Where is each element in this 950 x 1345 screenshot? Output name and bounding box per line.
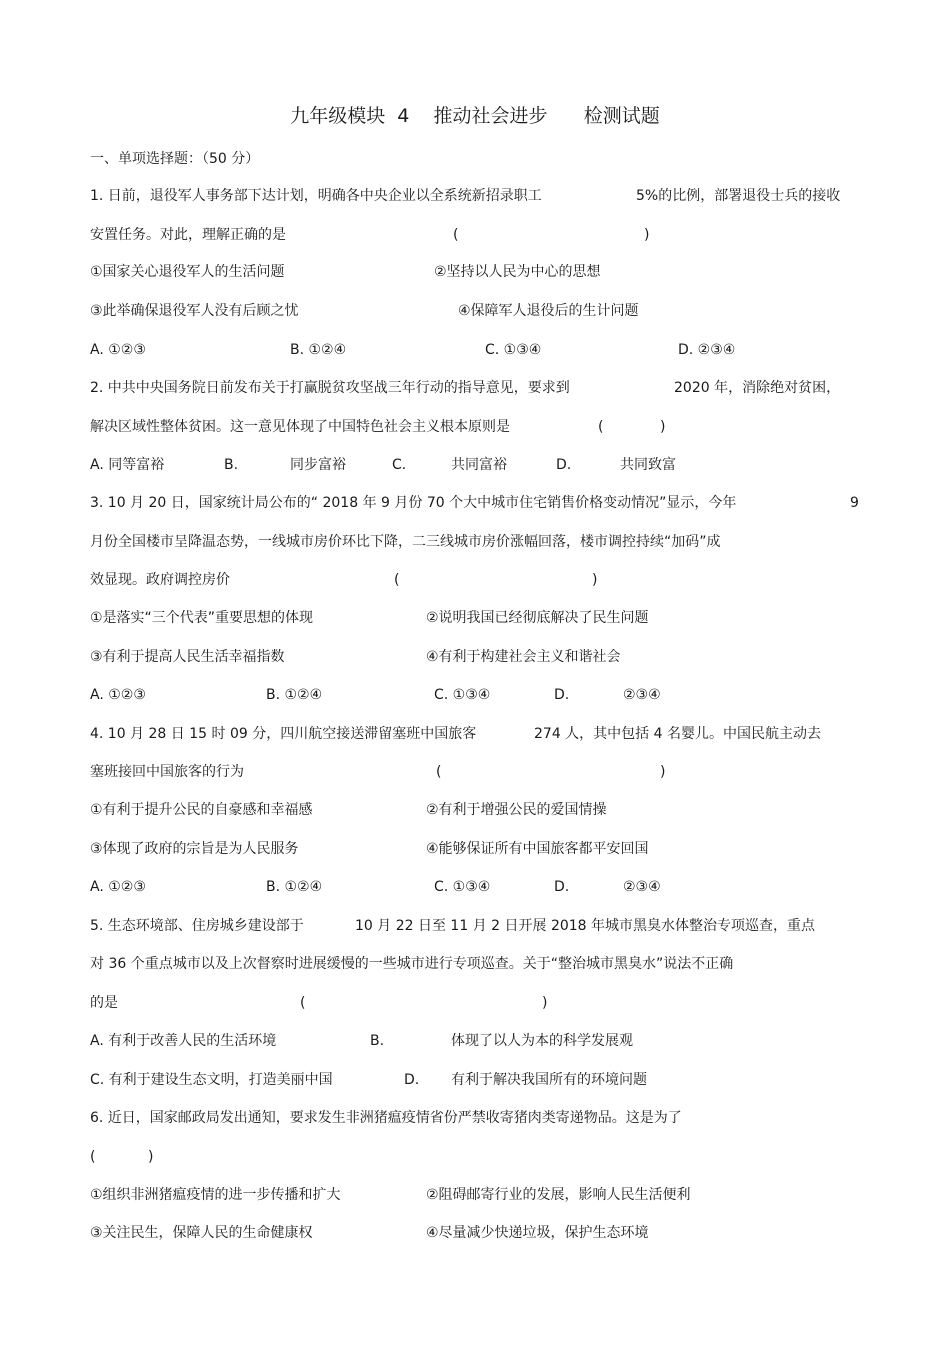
q1-choice-a: A. ①②③ <box>90 342 146 358</box>
q2-choice-b-letter: B. <box>224 457 239 473</box>
q5-stem-d: 的是 <box>90 995 118 1011</box>
q1-option-3: ③此举确保退役军人没有后顾之忧 <box>90 303 299 319</box>
q3-choice-c: C. ①③④ <box>434 687 491 703</box>
q6-paren-right: ) <box>148 1149 154 1165</box>
q3-option-4: ④有利于构建社会主义和谐社会 <box>426 649 621 665</box>
q2-choice-b-text: 同步富裕 <box>290 457 346 473</box>
q2-choice-a: A. 同等富裕 <box>90 457 165 473</box>
q4-option-3: ③体现了政府的宗旨是为人民服务 <box>90 841 299 857</box>
q5-choice-b-letter: B. <box>370 1033 385 1049</box>
q5-choice-d-text: 有利于解决我国所有的环境问题 <box>451 1072 647 1088</box>
q5-choice-c: C. 有利于建设生态文明，打造美丽中国 <box>90 1072 333 1088</box>
q5-choice-d-letter: D. <box>404 1072 420 1088</box>
q5-stem-b: 10 月 22 日至 11 月 2 日开展 2018 年城市黑臭水体整治专项巡查，重点 <box>355 918 816 934</box>
q1-paren-right: ) <box>644 227 650 243</box>
q2-choice-d-letter: D. <box>556 457 572 473</box>
q3-choice-d-text: ②③④ <box>623 687 661 703</box>
q2-paren-left: ( <box>598 419 604 435</box>
q4-stem-a: 4. 10 月 28 日 15 时 09 分，四川航空接送滞留塞班中国旅客 <box>90 726 477 742</box>
q6-option-4: ④尽量减少快递垃圾，保护生态环境 <box>426 1225 649 1241</box>
q5-paren-right: ) <box>542 995 548 1011</box>
q3-paren-left: ( <box>394 572 400 588</box>
q6-option-3: ③关注民生，保障人民的生命健康权 <box>90 1225 313 1241</box>
q2-stem-c: 解决区域性整体贫困。这一意见体现了中国特色社会主义根本原则是 <box>90 419 510 435</box>
q6-paren-left: ( <box>90 1149 96 1165</box>
q1-option-4: ④保障军人退役后的生计问题 <box>458 303 639 319</box>
q4-stem-c: 塞班接回中国旅客的行为 <box>90 764 244 780</box>
q2-choice-c-text: 共同富裕 <box>451 457 507 473</box>
q4-paren-right: ) <box>660 764 666 780</box>
q4-choice-d-text: ②③④ <box>623 879 661 895</box>
q4-choice-d-letter: D. <box>554 879 570 895</box>
q1-option-2: ②坚持以人民为中心的思想 <box>434 264 601 280</box>
q5-stem-a: 5. 生态环境部、住房城乡建设部于 <box>90 918 304 934</box>
q2-choice-d-text: 共同致富 <box>620 457 676 473</box>
q1-option-1: ①国家关心退役军人的生活问题 <box>90 264 285 280</box>
q3-stem-c: 效显现。政府调控房价 <box>90 572 230 588</box>
q1-choice-d: D. ②③④ <box>678 342 736 358</box>
q3-option-1: ①是落实“三个代表”重要思想的体现 <box>90 610 314 626</box>
q3-stem-a-end: 9 <box>850 495 859 511</box>
q5-choice-a: A. 有利于改善人民的生活环境 <box>90 1033 277 1049</box>
q5-choice-b-text: 体现了以人为本的科学发展观 <box>451 1033 633 1049</box>
q4-choice-a: A. ①②③ <box>90 879 146 895</box>
q2-choice-c-letter: C. <box>392 457 407 473</box>
q4-option-2: ②有利于增强公民的爱国情操 <box>426 802 607 818</box>
q3-choice-a: A. ①②③ <box>90 687 146 703</box>
q2-stem-b: 2020 年，消除绝对贫困， <box>674 380 841 396</box>
q1-paren-left: ( <box>453 227 459 243</box>
q6-option-1: ①组织非洲猪瘟疫情的进一步传播和扩大 <box>90 1187 341 1203</box>
q4-paren-left: ( <box>436 764 442 780</box>
q3-option-3: ③有利于提高人民生活幸福指数 <box>90 649 285 665</box>
q1-stem-c: 安置任务。对此，理解正确的是 <box>90 227 286 243</box>
q3-option-2: ②说明我国已经彻底解决了民生问题 <box>426 610 649 626</box>
q1-choice-b: B. ①②④ <box>290 342 347 358</box>
page-title: 九年级模块 4 推动社会进步 检测试题 <box>290 105 660 127</box>
q6-stem-a: 6. 近日，国家邮政局发出通知，要求发生非洲猪瘟疫情省份严禁收寄猪肉类寄递物品。这是为了 <box>90 1110 682 1126</box>
q1-stem-a: 1. 日前，退役军人事务部下达计划，明确各中央企业以全系统新招录职工 <box>90 188 542 204</box>
q4-choice-c: C. ①③④ <box>434 879 491 895</box>
q4-choice-b: B. ①②④ <box>266 879 323 895</box>
q5-stem-c: 对 36 个重点城市以及上次督察时进展缓慢的一些城市进行专项巡查。关于“整治城市黑臭水”说法不正确 <box>90 956 734 972</box>
q5-paren-left: ( <box>300 995 306 1011</box>
q6-option-2: ②阻碍邮寄行业的发展，影响人民生活便利 <box>426 1187 691 1203</box>
q4-stem-b: 274 人，其中包括 4 名婴儿。中国民航主动去 <box>534 726 821 742</box>
q3-stem-a: 3. 10 月 20 日，国家统计局公布的“ 2018 年 9 月份 70 个大中城市住宅销售价格变动情况”显示，今年 <box>90 495 737 511</box>
q3-choice-b: B. ①②④ <box>266 687 323 703</box>
q2-stem-a: 2. 中共中央国务院日前发布关于打赢脱贫攻坚战三年行动的指导意见，要求到 <box>90 380 570 396</box>
q4-option-1: ①有利于提升公民的自豪感和幸福感 <box>90 802 313 818</box>
q3-choice-d-letter: D. <box>554 687 570 703</box>
q1-stem-b: 5%的比例，部署退役士兵的接收 <box>636 188 841 204</box>
q1-choice-c: C. ①③④ <box>485 342 542 358</box>
q2-paren-right: ) <box>660 419 666 435</box>
q3-stem-b: 月份全国楼市呈降温态势，一线城市房价环比下降，二三线城市房价涨幅回落，楼市调控持续“加码”成 <box>90 534 721 550</box>
q4-option-4: ④能够保证所有中国旅客都平安回国 <box>426 841 649 857</box>
section-heading: 一、单项选择题：（50 分） <box>90 151 260 167</box>
q3-paren-right: ) <box>592 572 598 588</box>
